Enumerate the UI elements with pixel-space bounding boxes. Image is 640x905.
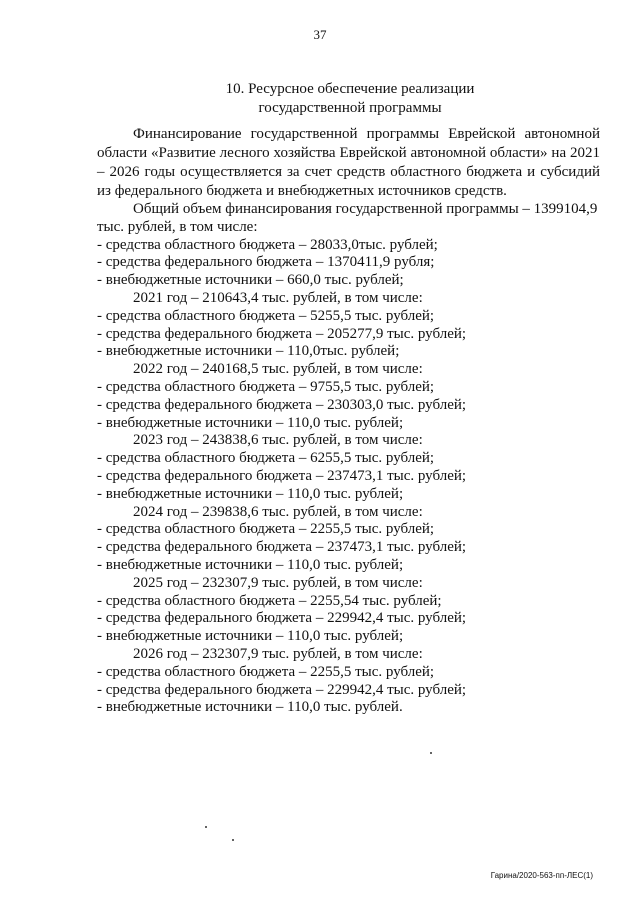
- intro-line: Финансирование государственной программы Еврейской автономной: [133, 126, 600, 142]
- scan-speck: [205, 826, 207, 828]
- year-item: - средства федерального бюджета – 229942,4 тыс. рублей;: [97, 610, 467, 627]
- scan-speck: [232, 839, 234, 841]
- page-number: 37: [313, 27, 327, 42]
- section-heading-line: 10. Ресурсное обеспечение реализации: [225, 81, 475, 97]
- total-line: Общий объем финансирования государственной программы – 1399104,9: [133, 201, 598, 217]
- year-item: - средства федерального бюджета – 230303,0 тыс. рублей;: [97, 396, 467, 413]
- funding-breakdown: [97, 201, 600, 717]
- year-title: 2026 год – 232307,9 тыс. рублей, в том числе:: [133, 645, 423, 662]
- year-item: - средства областного бюджета – 2255,54 тыс. рублей;: [97, 592, 442, 609]
- year-item: - внебюджетные источники – 110,0тыс. рублей;: [97, 343, 400, 360]
- section-heading: [100, 80, 600, 118]
- document-registry-code: Гарина/2020-563-пп-ЛЕС(1): [490, 871, 593, 880]
- total-item: - внебюджетные источники – 660,0 тыс. рублей;: [97, 272, 404, 289]
- year-item: - внебюджетные источники – 110,0 тыс. рублей;: [97, 414, 404, 431]
- year-title: 2021 год – 210643,4 тыс. рублей, в том числе:: [133, 289, 423, 306]
- year-item: - внебюджетные источники – 110,0 тыс. рублей;: [97, 556, 404, 573]
- intro-line: области «Развитие лесного хозяйства Еврейской автономной области» на 2021: [97, 145, 600, 161]
- year-item: - средства федерального бюджета – 237473,1 тыс. рублей;: [97, 539, 467, 556]
- year-title: 2022 год – 240168,5 тыс. рублей, в том числе:: [133, 361, 423, 378]
- total-line: тыс. рублей, в том числе:: [97, 218, 258, 235]
- year-item: - внебюджетные источники – 110,0 тыс. рублей.: [97, 699, 403, 716]
- year-item: - средства федерального бюджета – 205277,9 тыс. рублей;: [97, 325, 467, 342]
- year-title: 2024 год – 239838,6 тыс. рублей, в том числе:: [133, 503, 423, 520]
- intro-paragraph: [97, 125, 600, 201]
- scan-speck: [430, 752, 432, 754]
- year-item: - средства областного бюджета – 2255,5 тыс. рублей;: [97, 663, 435, 680]
- year-item: - средства областного бюджета – 6255,5 тыс. рублей;: [97, 450, 435, 467]
- year-item: - средства областного бюджета – 2255,5 тыс. рублей;: [97, 521, 435, 538]
- total-item: - средства федерального бюджета – 1370411,9 рубля;: [97, 254, 435, 271]
- year-item: - внебюджетные источники – 110,0 тыс. рублей;: [97, 628, 404, 645]
- year-item: - внебюджетные источники – 110,0 тыс. рублей;: [97, 485, 404, 502]
- year-item: - средства федерального бюджета – 237473,1 тыс. рублей;: [97, 467, 467, 484]
- intro-line: из федерального бюджета и внебюджетных источников средств.: [97, 183, 507, 199]
- intro-line: – 2026 годы осуществляется за счет средств областного бюджета и субсидий: [97, 164, 600, 180]
- year-title: 2023 год – 243838,6 тыс. рублей, в том числе:: [133, 432, 423, 449]
- year-title: 2025 год – 232307,9 тыс. рублей, в том числе:: [133, 574, 423, 591]
- year-item: - средства областного бюджета – 5255,5 тыс. рублей;: [97, 307, 435, 324]
- section-heading-line: государственной программы: [258, 100, 442, 116]
- year-item: - средства федерального бюджета – 229942,4 тыс. рублей;: [97, 681, 467, 698]
- year-item: - средства областного бюджета – 9755,5 тыс. рублей;: [97, 378, 435, 395]
- total-item: - средства областного бюджета – 28033,0тыс. рублей;: [97, 236, 438, 253]
